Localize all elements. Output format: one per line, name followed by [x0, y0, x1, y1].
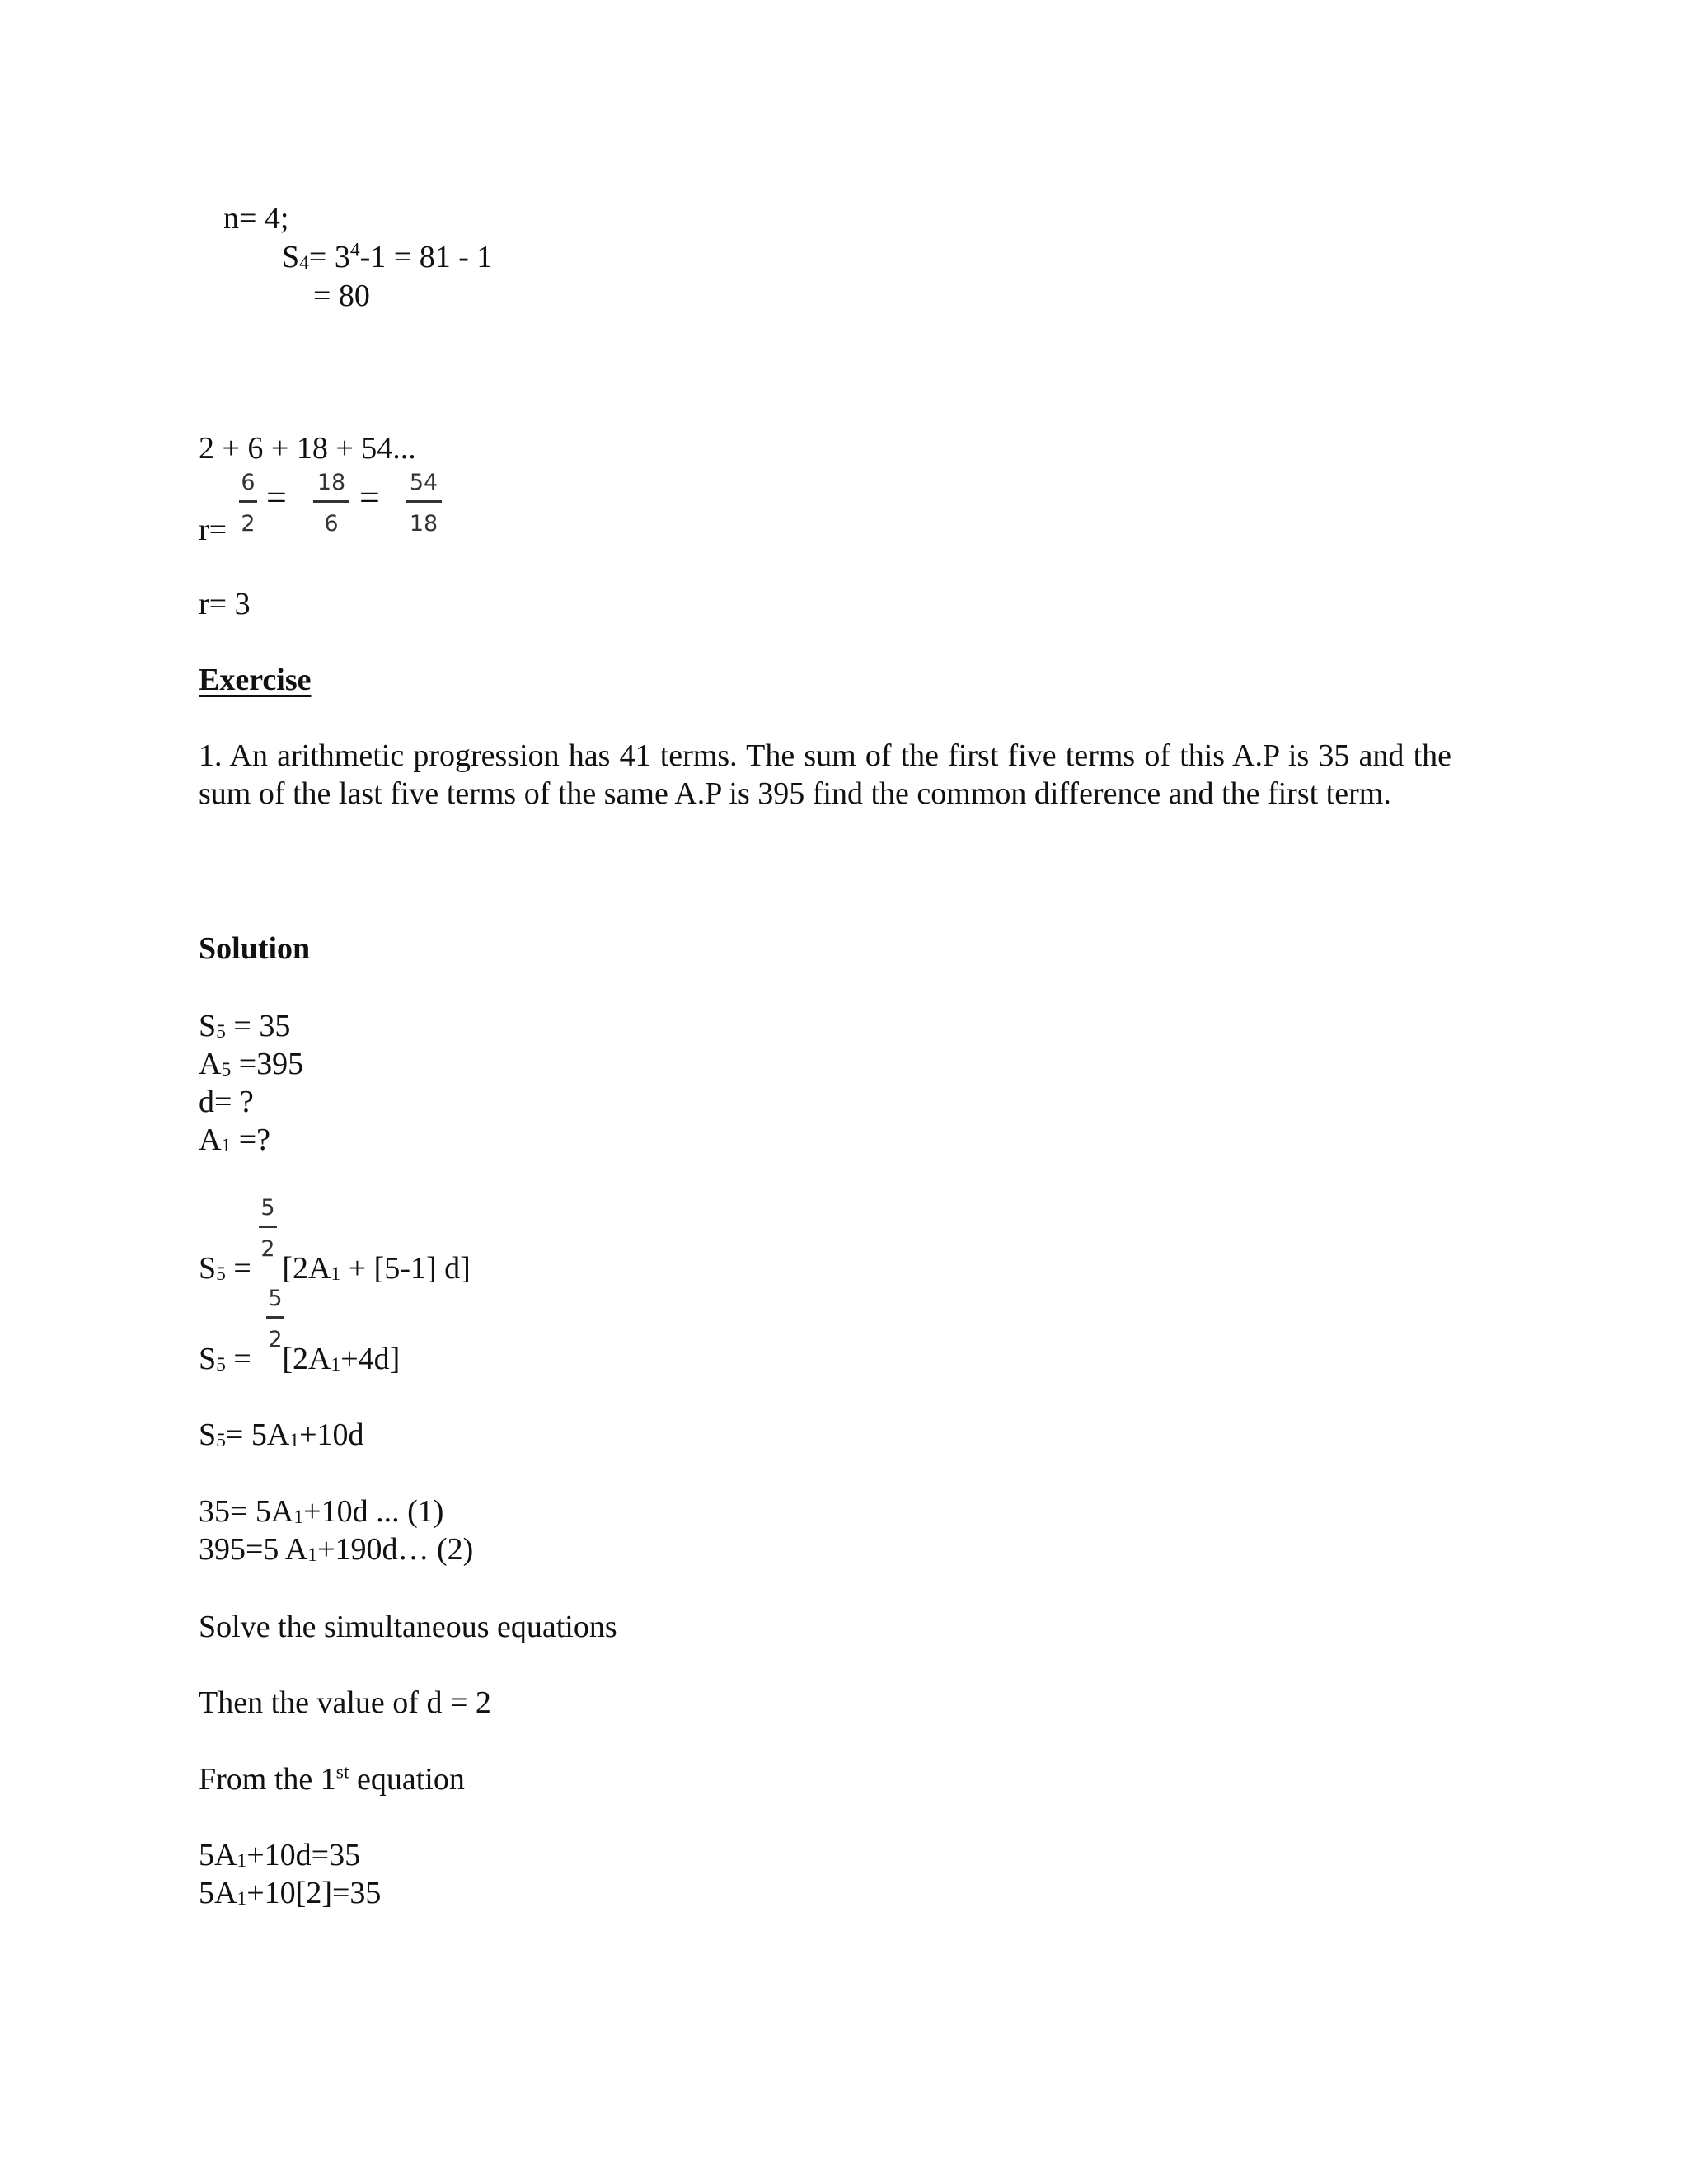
simplified-formula-line: $S_5 = [2A_1+4d]$ — [199, 1342, 401, 1376]
s4-result-line: = 80 — [313, 279, 370, 313]
ratio-fraction-3: 54 18 — [406, 471, 442, 535]
d-value-line: Then the value of d = 2 — [199, 1685, 491, 1720]
n-value-line: n= 4; — [223, 201, 289, 236]
exercise-question: 1. An arithmetic progression has 41 terms. The sum of the first five terms of this A.P is 35 and the sum of the last five terms of the same A.P is 395 find the common difference and the first term. — [199, 738, 1451, 811]
r-label: r= — [199, 513, 227, 547]
half-fraction-2: 5 2 — [266, 1287, 284, 1351]
r-value-line: r= 3 — [199, 587, 251, 621]
equation-2: 395=5 $A_1+190d\dots$ (2) — [199, 1532, 474, 1567]
solve-instruction: Solve the simultaneous equations — [199, 1610, 617, 1644]
equals-sign: = — [266, 477, 287, 518]
equation-1: $35= 5A_1+10d$ ... (1) — [199, 1494, 444, 1529]
geometric-series: 2 + 6 + 18 + 54... — [199, 431, 416, 466]
given-a5: $A_5 =395$ — [199, 1047, 304, 1081]
exercise-heading: Exercise — [199, 663, 312, 697]
given-s5: $S_5 = 35$ — [199, 1009, 291, 1043]
given-a1: $A_1$ =? — [199, 1122, 271, 1157]
solution-heading: Solution — [199, 931, 311, 966]
given-d: d= ? — [199, 1085, 254, 1119]
expanded-formula-line: $S_5= 5A_1+10d$ — [199, 1418, 364, 1452]
half-fraction-1: 5 2 — [259, 1197, 277, 1260]
ratio-fraction-2: 18 6 — [313, 471, 349, 535]
substitution-line-1: $5A_1+10d=35$ — [199, 1838, 361, 1872]
sum-formula-line: $S_5 = [2A_1 + [5-1]$ d] — [199, 1251, 471, 1286]
s4-line: $S_4= 3^4-1 = 81 - 1$ — [282, 239, 493, 274]
ratio-fraction-1: 6 2 — [239, 471, 257, 535]
equals-sign: = — [359, 477, 380, 518]
first-equation-note: From the 1st equation — [199, 1761, 465, 1797]
substitution-line-2: $5A_1+10[2]=35$ — [199, 1876, 382, 1910]
